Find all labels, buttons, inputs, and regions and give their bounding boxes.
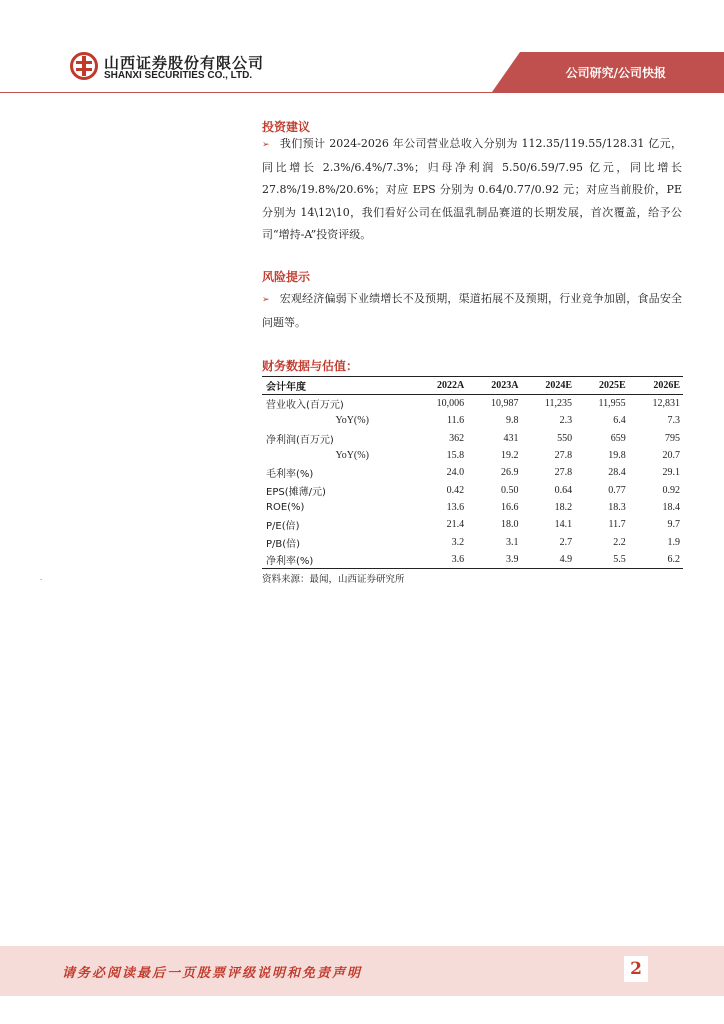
table-cell: 0.42 xyxy=(446,484,465,496)
page-footer xyxy=(0,946,724,996)
investment-title: 投资建议 xyxy=(262,120,311,134)
page-number: 2 xyxy=(624,956,648,982)
table-cell: 26.9 xyxy=(500,467,519,479)
table-row xyxy=(262,464,683,481)
row-label: YoY(%) xyxy=(335,450,369,462)
table-source: 资料来源：最闻，山西证券研究所 xyxy=(262,574,405,585)
table-row xyxy=(262,447,683,464)
table-cell: 27.8 xyxy=(554,450,573,462)
shanxi-securities-logo xyxy=(70,52,98,80)
table-cell: 19.2 xyxy=(500,450,519,462)
table-row xyxy=(262,533,683,550)
table-cell: 18.4 xyxy=(662,501,680,513)
investment-text: 我们预计 2024-2026 年公司营业总收入分别为 112.35/119.55/128.31 亿元，同比增长 2.3%/6.4%/7.3%；归母净利润 5.50/6.59/7.95 亿元，同比增长 27.8%/19.8%/20.6%；对应 EPS 分别为 0.64/0.77/0.92 元；对应当前股价，PE 分别为 14\12\10，我们看好公司在低温乳制品赛道的长期发展，首次覆盖，给予公司“ xyxy=(262,137,682,241)
table-header-row xyxy=(262,377,683,395)
table-cell: 21.4 xyxy=(446,519,465,531)
table-row xyxy=(262,395,683,413)
table-cell: 18.2 xyxy=(554,501,573,513)
row-label: ROE(%) xyxy=(266,501,305,513)
risk-paragraph xyxy=(262,288,682,334)
table-row xyxy=(262,481,683,498)
table-cell: 11,235 xyxy=(544,398,573,410)
financial-table xyxy=(262,376,683,569)
company-name-en: SHANXI SECURITIES CO., LTD. xyxy=(104,70,253,81)
table-cell: 1.9 xyxy=(667,536,680,548)
table-cell: 550 xyxy=(557,432,573,444)
investment-paragraph xyxy=(262,133,682,247)
company-name-cn: 山西证券股份有限公司 xyxy=(104,54,265,72)
table-cell: 0.64 xyxy=(554,484,573,496)
table-cell: 2.2 xyxy=(613,536,626,548)
table-cell: 11.7 xyxy=(608,519,626,531)
table-cell: 9.8 xyxy=(505,415,519,427)
footer-disclaimer: 请务必阅读最后一页股票评级说明和免责声明 xyxy=(62,966,363,981)
table-cell: 11,955 xyxy=(598,398,626,410)
table-row xyxy=(262,430,683,447)
table-cell: 0.92 xyxy=(662,484,680,496)
risk-title: 风险提示 xyxy=(262,270,311,284)
table-cell: 19.8 xyxy=(608,450,626,462)
table-cell: 29.1 xyxy=(662,467,680,479)
table-cell: 16.6 xyxy=(500,501,519,513)
investment-text-end: ”投资评级。 xyxy=(310,228,372,241)
row-label: P/E(倍) xyxy=(266,521,300,533)
row-label: 净利润(百万元) xyxy=(266,434,334,446)
table-row xyxy=(262,551,683,569)
table-row xyxy=(262,516,683,533)
row-label: EPS(摊薄/元) xyxy=(266,486,326,498)
table-cell: 3.2 xyxy=(451,536,465,548)
table-cell: 362 xyxy=(449,432,465,444)
table-cell: 4.9 xyxy=(521,551,575,569)
table-cell: 27.8 xyxy=(554,467,573,479)
table-cell: 12,831 xyxy=(652,398,680,410)
row-label: P/B(倍) xyxy=(266,538,301,550)
table-cell: 9.7 xyxy=(667,519,680,531)
table-cell: 6.2 xyxy=(629,551,683,569)
table-cell: 0.77 xyxy=(608,484,626,496)
table-cell: 18.3 xyxy=(608,501,626,513)
investment-rating: 增持-A xyxy=(278,228,311,241)
table-cell: 795 xyxy=(665,432,680,444)
table-cell: 2.3 xyxy=(559,415,573,427)
row-label: 毛利率(%) xyxy=(266,469,314,481)
financial-title: 财务数据与估值： xyxy=(262,359,359,373)
table-cell: 18.0 xyxy=(500,519,519,531)
table-cell: 24.0 xyxy=(446,467,465,479)
table-cell: 5.5 xyxy=(575,551,629,569)
row-label: 营业收入(百万元) xyxy=(266,400,344,412)
table-cell: 11.6 xyxy=(447,415,465,427)
table-cell: 28.4 xyxy=(608,467,626,479)
table-cell: 7.3 xyxy=(667,415,680,427)
table-cell: 3.9 xyxy=(467,551,521,569)
row-label: 净利率(%) xyxy=(262,551,413,569)
table-header-cell: 2025E xyxy=(575,377,629,395)
arrow-bullet-icon: ➢ xyxy=(262,140,270,150)
report-type: 公司研究/公司快报 xyxy=(565,66,666,80)
page-header xyxy=(0,0,724,100)
table-cell: 10,987 xyxy=(490,398,519,410)
table-cell: 14.1 xyxy=(554,519,573,531)
table-header-cell: 2024E xyxy=(521,377,575,395)
table-cell: 659 xyxy=(610,432,626,444)
table-cell: 3.6 xyxy=(413,551,467,569)
risk-text: 宏观经济偏弱下业绩增长不及预期，渠道拓展不及预期，行业竞争加剧，食品安全问题等。 xyxy=(262,292,682,329)
table-cell: 3.1 xyxy=(505,536,519,548)
table-header-cell: 2023A xyxy=(467,377,521,395)
header-divider xyxy=(0,92,724,93)
table-header-cell: 2022A xyxy=(413,377,467,395)
row-label: YoY(%) xyxy=(335,415,369,427)
table-cell: 431 xyxy=(503,432,519,444)
table-row xyxy=(262,412,683,429)
table-header-cell: 2026E xyxy=(629,377,683,395)
table-cell: 0.50 xyxy=(500,484,519,496)
stray-mark: · xyxy=(40,576,43,584)
table-cell: 15.8 xyxy=(446,450,465,462)
table-cell: 10,006 xyxy=(436,398,465,410)
arrow-bullet-icon: ➢ xyxy=(262,295,270,305)
table-cell: 6.4 xyxy=(613,415,626,427)
table-cell: 13.6 xyxy=(446,501,465,513)
table-header-cell: 会计年度 xyxy=(262,377,413,395)
table-row xyxy=(262,499,683,516)
table-cell: 2.7 xyxy=(559,536,573,548)
table-cell: 20.7 xyxy=(662,450,680,462)
